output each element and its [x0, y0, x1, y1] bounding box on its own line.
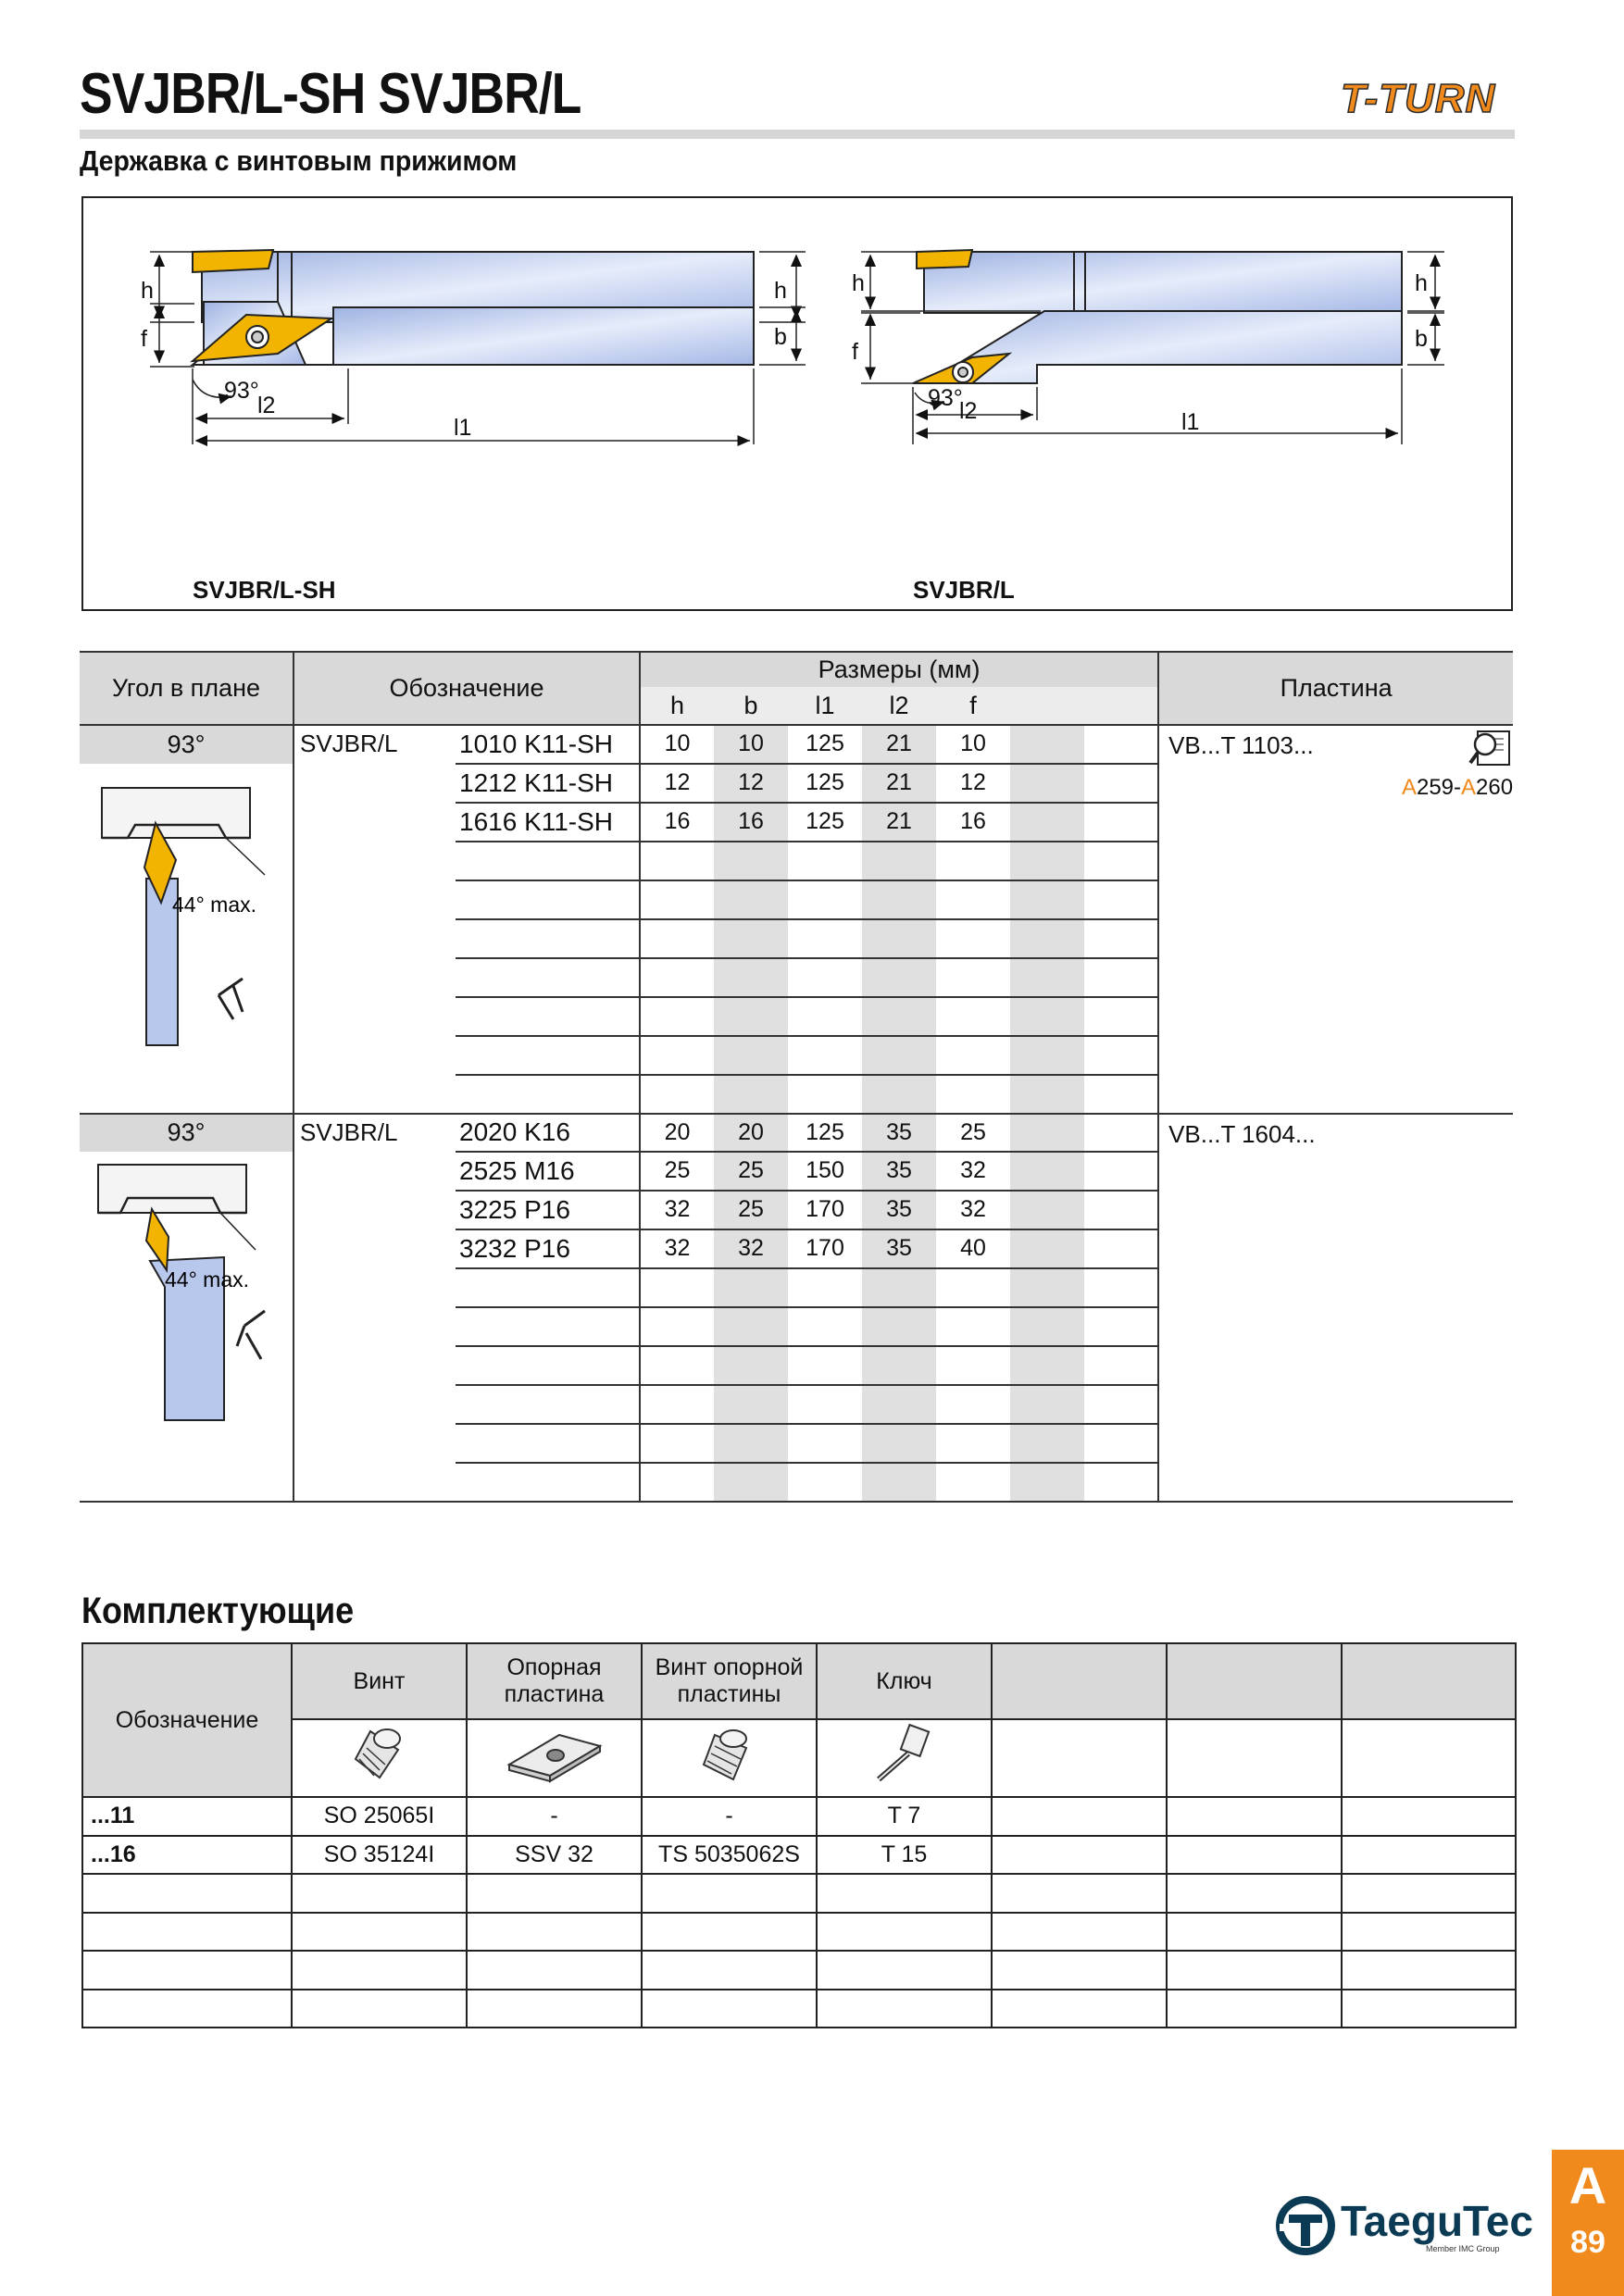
- value-cell: 35: [862, 1114, 936, 1152]
- value-cell: 20: [640, 1114, 714, 1152]
- value-cell: 21: [862, 725, 936, 763]
- approach-angle-sketch: [80, 764, 294, 1106]
- acc-col-key: Ключ: [817, 1643, 992, 1719]
- value-cell: 32: [640, 1191, 714, 1229]
- right-drawing-caption: SVJBR/L: [913, 576, 1015, 604]
- value-cell: 21: [862, 803, 936, 842]
- acc-key: T 15: [817, 1836, 992, 1875]
- value-cell: 35: [862, 1229, 936, 1268]
- insert-cell: [1158, 1114, 1389, 1502]
- svg-text:l2: l2: [257, 393, 276, 418]
- acc-shim: SSV 32: [467, 1836, 642, 1875]
- value-cell: 20: [714, 1114, 788, 1152]
- acc-shim-screw: -: [642, 1797, 817, 1836]
- acc-screw: SO 25065I: [292, 1797, 467, 1836]
- acc-key: T 7: [817, 1797, 992, 1836]
- angle-cell: 93°: [80, 725, 294, 763]
- tool-drawings-svg: [83, 198, 1511, 609]
- page-subtitle: Державка с винтовым прижимом: [80, 144, 518, 177]
- page-title: SVJBR/L-SH SVJBR/L: [80, 62, 581, 126]
- col-angle: Угол в плане: [80, 652, 294, 725]
- svg-text:h: h: [141, 278, 154, 304]
- approach-sketch: [80, 764, 294, 1114]
- acc-shim-screw: TS 5035062S: [642, 1836, 817, 1875]
- value-cell: 125: [788, 725, 862, 763]
- acc-col-shim-screw: Винт опорной пластины: [642, 1643, 817, 1719]
- code-cell: 3232 P16: [456, 1229, 640, 1268]
- holder-dimensions-table: [80, 651, 1513, 1503]
- code-cell: 1010 K11-SH: [456, 725, 640, 763]
- magnifier-book-icon: [1468, 728, 1513, 768]
- svg-text:f: f: [852, 339, 858, 365]
- key-image: [817, 1719, 992, 1797]
- col-insert: Пластина: [1158, 652, 1513, 725]
- svg-text:l1: l1: [454, 415, 472, 441]
- code-cell: 1616 K11-SH: [456, 803, 640, 842]
- value-cell: 125: [788, 803, 862, 842]
- shim-plate-icon: [504, 1728, 606, 1783]
- value-cell: 32: [936, 1152, 1010, 1191]
- acc-col-screw: Винт: [292, 1643, 467, 1719]
- col-b: b: [714, 687, 788, 725]
- svg-text:b: b: [1415, 326, 1428, 352]
- value-cell: 21: [862, 764, 936, 803]
- value-cell: 25: [936, 1114, 1010, 1152]
- brand-subline: Member IMC Group: [1426, 2244, 1500, 2253]
- acc-col-shim: Опорная пластина: [467, 1643, 642, 1719]
- col-l2: l2: [862, 687, 936, 725]
- value-cell: 12: [936, 764, 1010, 803]
- code-cell: 1212 K11-SH: [456, 764, 640, 803]
- svg-text:h: h: [774, 278, 787, 304]
- value-cell: 25: [714, 1152, 788, 1191]
- page-number: 89: [1570, 2225, 1605, 2260]
- svg-text:b: b: [774, 324, 787, 350]
- value-cell: 125: [788, 1114, 862, 1152]
- accessories-title: Комплектующие: [81, 1591, 355, 1631]
- value-cell: 32: [936, 1191, 1010, 1229]
- value-cell: 32: [640, 1229, 714, 1268]
- series-cell: SVJBR/L: [294, 725, 456, 1113]
- col-dimensions: Размеры (мм): [640, 652, 1158, 687]
- value-cell: 10: [640, 725, 714, 763]
- col-f: f: [936, 687, 1010, 725]
- title-rule: [80, 130, 1515, 139]
- approach-angle-sketch: [80, 1152, 294, 1494]
- brand-name: TaeguTec: [1341, 2197, 1533, 2245]
- value-cell: 25: [714, 1191, 788, 1229]
- svg-text:h: h: [852, 270, 865, 296]
- insert-type: VB...T 1103...: [1168, 731, 1314, 760]
- col-designation: Обозначение: [294, 652, 640, 725]
- angle-cell: 93°: [80, 1114, 294, 1152]
- catalog-ref[interactable]: [1389, 725, 1513, 1113]
- value-cell: 10: [936, 725, 1010, 763]
- value-cell: 150: [788, 1152, 862, 1191]
- value-cell: 40: [936, 1229, 1010, 1268]
- value-cell: 12: [640, 764, 714, 803]
- left-drawing-caption: SVJBR/L-SH: [193, 576, 336, 604]
- insert-cell: [1158, 725, 1389, 1113]
- approach-sketch: [80, 1152, 294, 1502]
- value-cell: 10: [714, 725, 788, 763]
- code-cell: 2020 K16: [456, 1114, 640, 1152]
- section-letter: A: [1568, 2156, 1607, 2215]
- catalog-page-ref: A259-A260: [1401, 775, 1514, 801]
- torx-key-icon: [868, 1722, 942, 1789]
- value-cell: 35: [862, 1191, 936, 1229]
- value-cell: 35: [862, 1152, 936, 1191]
- value-cell: 16: [640, 803, 714, 842]
- code-cell: 3225 P16: [456, 1191, 640, 1229]
- acc-designation: ...11: [82, 1797, 292, 1836]
- section-tab: [1552, 2150, 1624, 2296]
- t-turn-logo: T-TURN: [1341, 76, 1496, 121]
- svg-text:l1: l1: [1181, 409, 1200, 435]
- svg-text:l2: l2: [959, 398, 978, 424]
- svg-text:93°: 93°: [224, 378, 259, 404]
- col-h: h: [640, 687, 714, 725]
- value-cell: 32: [714, 1229, 788, 1268]
- svg-text:f: f: [141, 326, 147, 352]
- insert-type: VB...T 1604...: [1168, 1119, 1316, 1148]
- screw-icon: [343, 1722, 417, 1789]
- shim-screw-icon: [693, 1722, 767, 1789]
- screw-image: [292, 1719, 467, 1797]
- value-cell: 25: [640, 1152, 714, 1191]
- value-cell: 170: [788, 1229, 862, 1268]
- svg-text:h: h: [1415, 270, 1428, 296]
- acc-screw: SO 35124I: [292, 1836, 467, 1875]
- shim-image: [467, 1719, 642, 1797]
- value-cell: 16: [936, 803, 1010, 842]
- max-angle-text: 44° max.: [165, 1267, 250, 1292]
- code-cell: 2525 M16: [456, 1152, 640, 1191]
- series-cell: SVJBR/L: [294, 1114, 456, 1502]
- acc-col-designation: Обозначение: [82, 1643, 292, 1797]
- right-top-view: [913, 311, 1402, 383]
- shim-screw-image: [642, 1719, 817, 1797]
- tool-drawings: [81, 196, 1513, 611]
- col-l1: l1: [788, 687, 862, 725]
- value-cell: 12: [714, 764, 788, 803]
- taegutec-logo-icon: [1276, 2196, 1335, 2255]
- acc-shim: -: [467, 1797, 642, 1836]
- value-cell: 125: [788, 764, 862, 803]
- svg-text:93°: 93°: [928, 385, 963, 411]
- value-cell: 16: [714, 803, 788, 842]
- left-top-view: [193, 302, 754, 365]
- accessories-table: [81, 1642, 1517, 2028]
- right-side-view: [917, 250, 1402, 313]
- max-angle-text: 44° max.: [172, 892, 257, 917]
- acc-designation: ...16: [82, 1836, 292, 1875]
- value-cell: 170: [788, 1191, 862, 1229]
